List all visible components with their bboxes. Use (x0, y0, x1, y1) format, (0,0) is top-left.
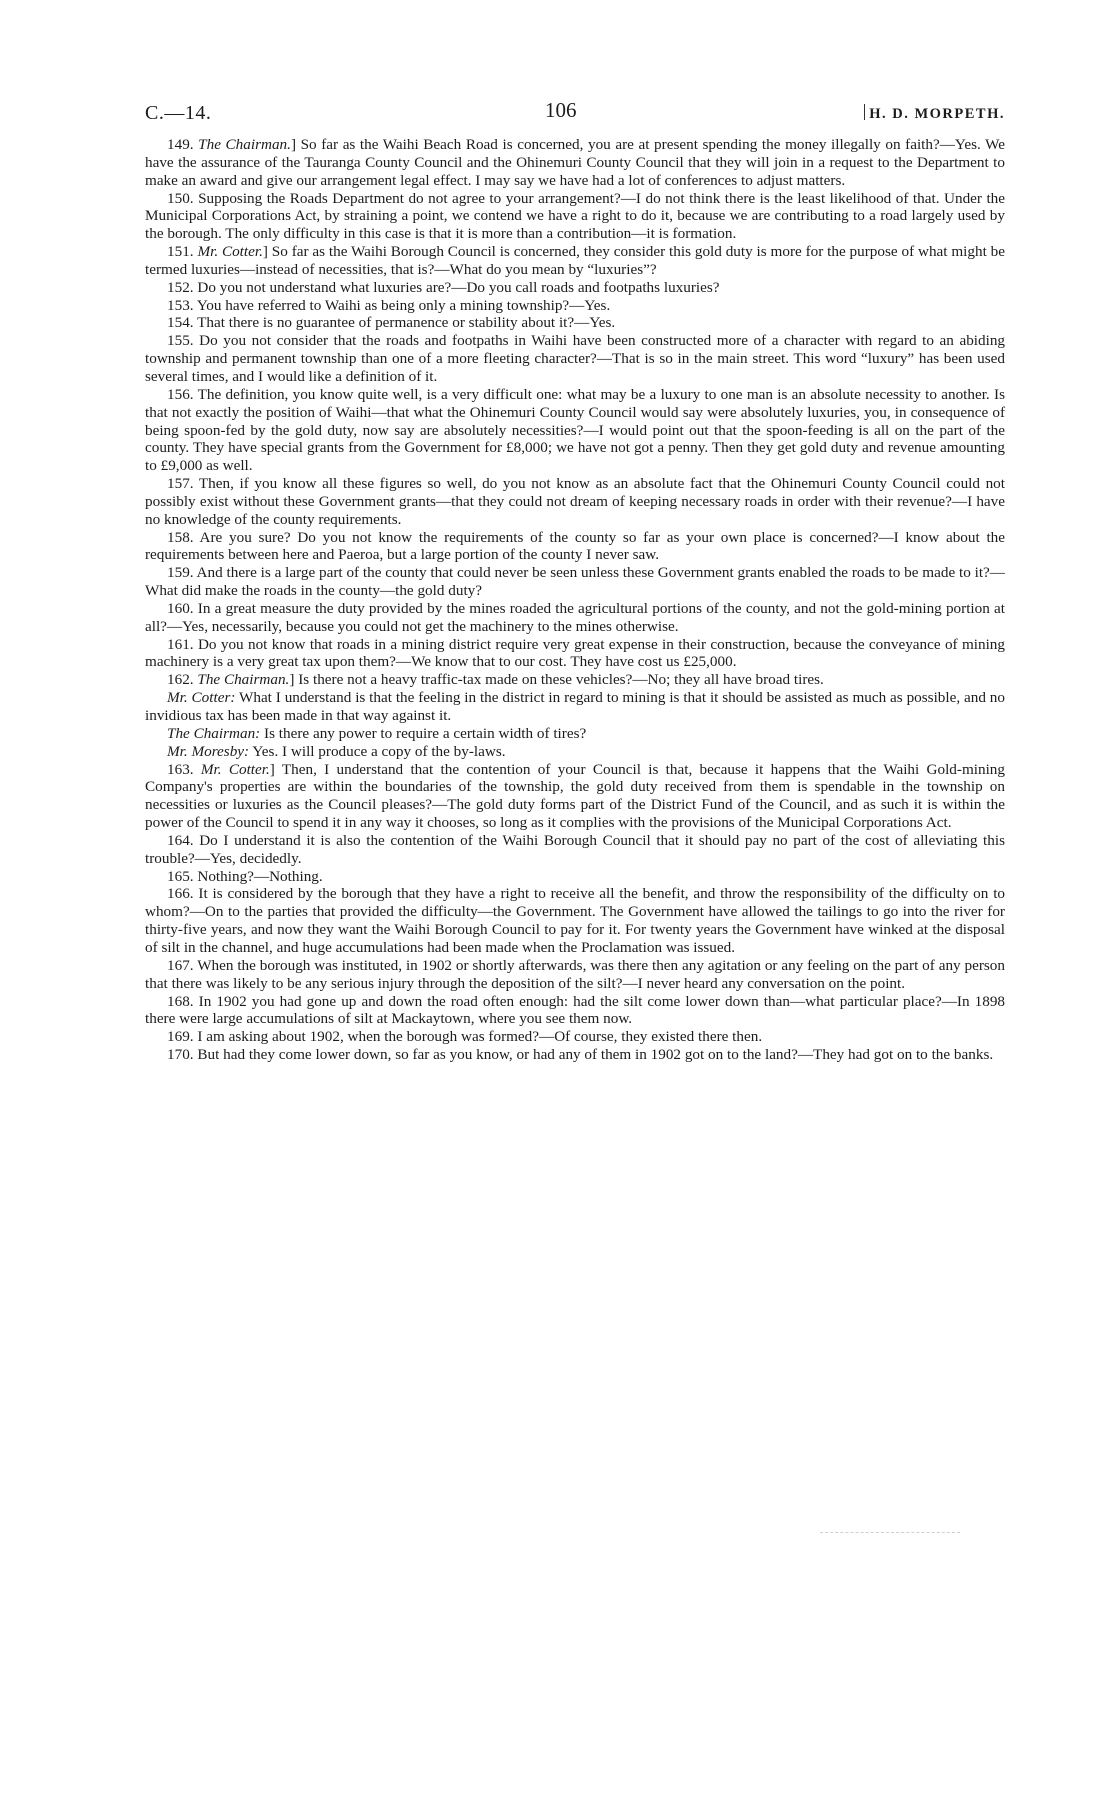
testimony-paragraph (145, 243, 1005, 279)
question-text: Nothing? (197, 867, 254, 885)
answer-text: —On to the parties that provided the difficulty—the Government. The Government have allowed the tailings to go into the river for thirty-five years, and now they want the Waihi Borough Council to pay for it. For twenty years the Government have winked at the disposal of silt in the channel, and huge accumulations had been made when the Proclamation was issued. (145, 903, 1005, 956)
witness-name (864, 104, 1005, 123)
answer-text: —What did make the roads in the county—the gold duty? (145, 564, 1005, 600)
question-number: 156. (167, 385, 194, 403)
testimony-paragraph (145, 279, 1005, 297)
answer-text: —What do you mean by “luxuries”? (434, 260, 657, 278)
question-text: And there is a large part of the county that could never be seen unless these Government grants enabled the roads to be made to it? (196, 564, 990, 582)
testimony-paragraph (145, 475, 1005, 529)
answer-text: —Of course, they existed there then. (539, 1028, 763, 1046)
document-page (145, 96, 1005, 1064)
speaker-bracket: ] (290, 136, 297, 153)
question-text: In 1902 you had gone up and down the road often enough: had the silt come lower down than—what particular place? (198, 992, 942, 1010)
speaker-bracket: ] (262, 243, 268, 261)
question-text: Do I understand it is also the contention of the Waihi Borough Council that it should pay no part of the cost of alleviating this trouble? (145, 831, 1005, 867)
testimony-paragraph (145, 689, 1005, 725)
speaker-name: The Chairman. (198, 136, 291, 153)
answer-text: —We know that to our cost. They have cost us £25,000. (395, 653, 737, 671)
question-number: 168. (167, 992, 194, 1010)
question-text: When the borough was instituted, in 1902 or shortly afterwards, was there then any agitation or any feeling on the part of any person that there was likely to be any serious injury through the deposition of the silt? (145, 956, 1005, 992)
question-number: 169. (167, 1028, 194, 1046)
answer-text: —Yes, decidedly. (194, 849, 302, 867)
answer-text: —No; they all have broad tires. (632, 671, 824, 689)
question-text: Do you not consider that the roads and footpaths in Waihi have been constructed more of a character with regard to an abiding township and permanent township than one of a more fleeting character? (145, 332, 1006, 368)
answer-text: —I know about the requirements between here and Paeroa, but a large portion of the county I never saw. (145, 528, 1005, 564)
question-text: What I understand is that the feeling in the district in regard to mining is that it should be assisted as much as possible, and no invidious tax has been made in that way against it. (145, 689, 1005, 724)
answer-text: —Yes. We have the assurance of the Tauranga County Council and the Ohinemuri County Council that they will join in a request to the Department to make an award and give our arrangement legal effect. I may say we have had a lot of conferences to adjust matters. (145, 136, 1005, 189)
question-number: 152. (167, 278, 194, 296)
testimony-paragraph (145, 314, 1005, 332)
question-number: 153. (167, 296, 194, 314)
question-text: So far as the Waihi Borough Council is concerned, they consider this gold duty is more for the purpose of what might be termed luxuries—instead of necessities, that is? (145, 243, 1005, 278)
answer-text: —Yes, necessarily, because you could not get the machinery to the mines otherwise. (166, 617, 679, 635)
page-header (145, 96, 1005, 136)
speaker-bracket: ] (289, 671, 295, 689)
question-number: 164. (167, 831, 194, 849)
testimony-paragraph (145, 957, 1005, 993)
question-number: 163. (167, 760, 194, 778)
speaker-name: Mr. Cotter: (167, 689, 236, 707)
answer-text: —They had got on to the banks. (797, 1046, 994, 1064)
question-text: So far as the Waihi Beach Road is concerned, you are at present spending the money illegally on faith? (296, 136, 940, 153)
answer-text: —Yes. (569, 296, 611, 314)
question-text: It is considered by the borough that they have a right to receive all the benefit, and throw the responsibility of the difficulty on to whom? (145, 885, 1006, 921)
question-text: Yes. I will produce a copy of the by-laws. (249, 742, 506, 760)
testimony-paragraph (145, 868, 1005, 886)
speaker-name: Mr. Cotter. (200, 760, 270, 778)
speaker-bracket: ] (269, 760, 275, 778)
answer-text: —Do you call roads and footpaths luxuries? (451, 278, 720, 296)
question-text: Do you not understand what luxuries are? (197, 278, 452, 296)
question-text: But had they come lower down, so far as you know, or had any of them in 1902 got on to the land? (197, 1046, 798, 1064)
witness-name-text: H. D. MORPETH. (869, 106, 1005, 122)
testimony-paragraph (145, 190, 1005, 244)
answer-text: —Nothing. (253, 867, 323, 885)
question-text: Then, if you know all these figures so well, do you not know as an absolute fact that the Ohinemuri County Council could not possibly exist without these Government grants—that they could not dream of keeping necessary roads in order with their revenue? (145, 475, 1005, 510)
question-number: 160. (167, 599, 194, 617)
question-number: 155. (167, 332, 194, 350)
testimony-paragraph (145, 386, 1005, 475)
question-number: 159. (167, 564, 194, 582)
testimony-paragraph (145, 832, 1005, 868)
question-text: Supposing the Roads Department do not agree to your arrangement? (198, 189, 621, 207)
question-number: 162. (167, 671, 194, 689)
answer-text: —The gold duty forms part of the District Fund of the Council, and as such it is within the power of the Council to spend it in any way it chooses, so long as it complies with the provisions of the Municipal Corporations Act. (145, 796, 1005, 832)
question-number: 157. (167, 475, 194, 493)
speaker-name: Mr. Cotter. (197, 243, 263, 261)
question-number: 167. (167, 956, 194, 974)
testimony-paragraph (145, 743, 1005, 761)
question-text: In a great measure the duty provided by the mines roaded the agricultural portions of the county, and not the gold-mining portion at all? (145, 599, 1006, 635)
speaker-name: The Chairman: (167, 724, 261, 742)
testimony-paragraph (145, 725, 1005, 743)
question-number: 165. (167, 867, 194, 885)
speaker-name: The Chairman. (197, 671, 290, 689)
question-number: 149. (167, 136, 194, 153)
testimony-paragraph (145, 297, 1005, 315)
question-number: 166. (167, 885, 194, 903)
answer-text: —I never heard any conversation on the point. (622, 974, 906, 992)
question-number: 150. (167, 189, 194, 207)
testimony-paragraph (145, 529, 1005, 565)
question-text: Are you sure? Do you not know the requirements of the county so far as your own place is concerned? (199, 528, 879, 546)
answer-text: —I would point out that the spoon-feeding is all on the part of the county. They have special grants from the Government for £8,000; we have not got a penny. Then they get gold duty and revenue amounting to £9,000 as well. (145, 421, 1006, 475)
testimony-paragraph (145, 600, 1005, 636)
question-number: 158. (167, 528, 194, 546)
testimony-paragraph (145, 332, 1005, 386)
testimony-body (145, 136, 1005, 1064)
speaker-name: Mr. Moresby: (167, 742, 250, 760)
question-text: That there is no guarantee of permanence or stability about it? (197, 314, 575, 332)
header-divider (864, 104, 865, 120)
answer-text: —In 1898 there were large accumulations of silt at Mackaytown, where you see them now. (145, 992, 1006, 1028)
answer-text: —I have no knowledge of the county requirements. (145, 492, 1005, 528)
testimony-paragraph (145, 136, 1005, 190)
question-text: Is there any power to require a certain width of tires? (260, 724, 587, 742)
document-reference: C.—14. (145, 102, 212, 124)
answer-text: —That is so in the main street. This word “luxury” has been used several times, and I would like a definition of it. (145, 350, 1005, 385)
testimony-paragraph (145, 761, 1005, 832)
answer-text: —I do not think there is the least likelihood of that. Under the Municipal Corporations Act, by straining a point, we contend we have a right to do it, because we are contributing to a road largely used by the borough. The only difficulty in this case is that it is more than a contribution—it is formation. (145, 189, 1006, 243)
answer-text: —Yes. (574, 314, 616, 332)
question-number: 161. (167, 635, 194, 653)
testimony-paragraph (145, 564, 1005, 600)
question-number: 151. (167, 243, 194, 261)
faint-rule (820, 1532, 960, 1534)
testimony-paragraph (145, 636, 1005, 672)
testimony-paragraph (145, 885, 1005, 956)
question-text: The definition, you know quite well, is a very difficult one: what may be a luxury to one man is an absolute necessity to another. Is that not exactly the position of Waihi—that what the Ohinemuri County Council would say were absolutely luxuries, you, in consequence of being spoon-fed by the gold duty, now say are absolutely necessities? (145, 385, 1005, 439)
question-text: I am asking about 1902, when the borough was formed? (197, 1028, 540, 1046)
testimony-paragraph (145, 1046, 1005, 1064)
page-number: 106 (545, 98, 577, 122)
question-text: You have referred to Waihi as being only a mining township? (196, 296, 570, 314)
question-number: 154. (167, 314, 194, 332)
question-text: Is there not a heavy traffic-tax made on these vehicles? (294, 671, 633, 689)
question-text: Then, I understand that the contention of your Council is that, because it happens that the Waihi Gold-mining Company's properties are within the boundaries of the township, the gold duty received from them is spendable in the township on necessities or luxuries as the Council pleases? (145, 760, 1005, 814)
question-text: Do you not know that roads in a mining district require very great expense in their construction, because the conveyance of mining machinery is a very great tax upon them? (145, 635, 1005, 671)
testimony-paragraph (145, 993, 1005, 1029)
testimony-paragraph (145, 1028, 1005, 1046)
testimony-paragraph (145, 671, 1005, 689)
question-number: 170. (167, 1046, 194, 1064)
